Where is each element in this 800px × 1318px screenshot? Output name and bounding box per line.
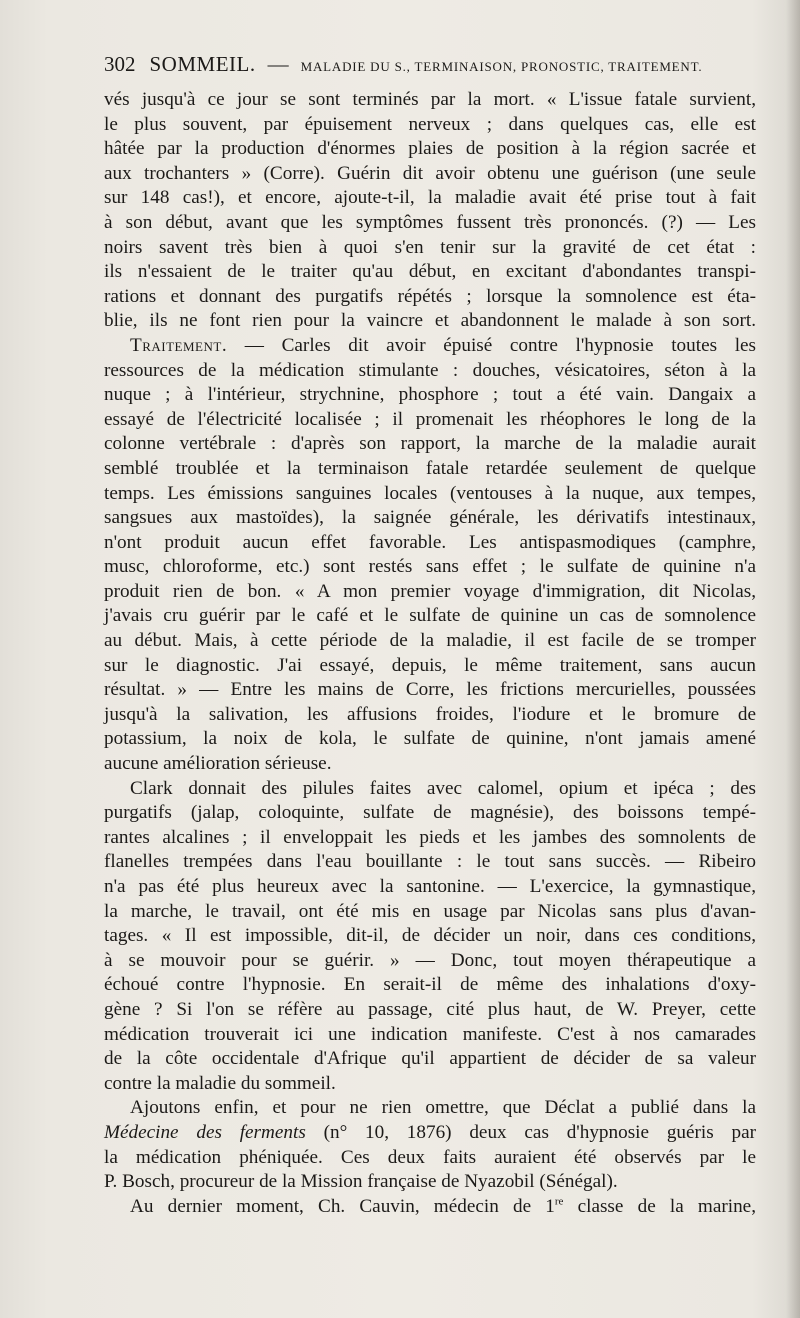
- text-line: médication trouverait ici une indication manifeste. C'est à nos camarades: [104, 1023, 756, 1045]
- text-line: nuque ; à l'intérieur, strychnine, phosphore ; tout a été vain. Dangaix a: [104, 384, 756, 406]
- text-line: aucune amélioration sérieuse.: [104, 753, 332, 775]
- running-title: SOMMEIL.: [149, 52, 256, 76]
- text-line: hâtée par la production d'énormes plaies de position à la région sacrée et: [104, 138, 756, 160]
- text-line: Ajoutons enfin, et pour ne rien omettre, que Déclat a publié dans la: [130, 1097, 756, 1119]
- text-line: gène ? Si l'on se réfère au passage, cité plus haut, de W. Preyer, cette: [104, 998, 756, 1020]
- text-line: aux trochanters » (Corre). Guérin dit avoir obtenu une guérison (une seule: [104, 162, 756, 184]
- text-line: purgatifs (jalap, coloquinte, sulfate de magnésie), des boissons tempé-: [104, 802, 756, 824]
- superscript: re: [554, 1195, 564, 1208]
- text-line: de la côte occidentale d'Afrique qu'il appartient de décider de sa valeur: [104, 1048, 756, 1070]
- journal-title: Médecine des ferments: [104, 1121, 306, 1143]
- page-edge-shadow: [786, 0, 800, 1318]
- text-line: sur le diagnostic. J'ai essayé, depuis, le même traitement, sans aucun: [104, 654, 756, 676]
- paragraph-4: [104, 1096, 756, 1194]
- text-line: rantes alcalines ; il enveloppait les pieds et les jambes des somnolents de: [104, 826, 756, 848]
- section-label: Traitement.: [130, 334, 228, 356]
- text-line: à se mouvoir pour se guérir. » — Donc, tout moyen thérapeutique a: [104, 949, 756, 971]
- text-line: semblé troublée et la terminaison fatale retardée seulement de quelque: [104, 457, 756, 479]
- text-line: [104, 334, 756, 359]
- text-span: (n° 10, 1876) deux cas d'hypnosie guéris par: [305, 1121, 756, 1143]
- text-line: Clark donnait des pilules faites avec calomel, opium et ipéca ; des: [130, 777, 756, 799]
- text-span: Au dernier moment, Ch. Cauvin, médecin de 1: [130, 1195, 555, 1217]
- text-line: noirs savent très bien à quoi s'en tenir sur la gravité de cet état :: [104, 236, 756, 258]
- text-line: sur 148 cas!), et encore, ajoute-t-il, la maladie avait été prise tout à fait: [104, 187, 756, 209]
- text-line: essayé de l'électricité localisée ; il promenait les rhéophores le long de la: [104, 408, 756, 430]
- paragraph-traitement: [104, 334, 756, 777]
- text-line: rations et donnant des purgatifs répétés ; lorsque la somnolence est éta-: [104, 285, 756, 307]
- text-span: — Carles dit avoir épuisé contre l'hypnosie toutes les: [244, 334, 757, 356]
- page-body: [104, 88, 756, 1219]
- text-line: sangsues aux mastoïdes), la saignée générale, les dérivatifs intestinaux,: [104, 507, 756, 529]
- text-line: vés jusqu'à ce jour se sont terminés par la mort. « L'issue fatale survient,: [104, 89, 756, 110]
- text-line: [104, 1195, 756, 1220]
- text-line: contre la maladie du sommeil.: [104, 1072, 336, 1094]
- text-line: [104, 1121, 756, 1146]
- text-line: P. Bosch, procureur de la Mission française de Nyazobil (Sénégal).: [104, 1171, 618, 1193]
- text-line: ils n'essaient de le traiter qu'au début, en excitant d'abondantes transpi-: [104, 261, 756, 283]
- text-line: n'ont produit aucun effet favorable. Les antispasmodiques (camphre,: [104, 531, 756, 553]
- paragraph-5: [104, 1195, 756, 1220]
- text-line: produit rien de bon. « A mon premier voyage d'immigration, dit Nicolas,: [104, 580, 756, 602]
- text-line: le plus souvent, par épuisement nerveux ; dans quelques cas, elle est: [104, 113, 756, 135]
- text-line: ressources de la médication stimulante : douches, vésicatoires, séton à la: [104, 359, 756, 381]
- text-line: échoué contre l'hypnosie. En serait-il de même des inhalations d'oxy-: [104, 974, 756, 996]
- text-line: n'a pas été plus heureux avec la santonine. — L'exercice, la gymnastique,: [104, 876, 756, 897]
- running-header: [104, 52, 724, 77]
- running-subtitle: MALADIE DU S., TERMINAISON, PRONOSTIC, TRAITEMENT.: [300, 59, 703, 74]
- text-line: blie, ils ne font rien pour la vaincre et abandonnent le malade à son sort.: [104, 310, 756, 332]
- paragraph-1: [104, 88, 756, 334]
- paragraph-3: [104, 777, 756, 1097]
- text-line: résultat. » — Entre les mains de Corre, les frictions mercurielles, poussées: [104, 679, 756, 701]
- text-span: classe de la marine,: [563, 1195, 757, 1217]
- text-line: colonne vertébrale : d'après son rapport, la marche de la maladie aurait: [104, 433, 756, 455]
- text-line: au début. Mais, à cette période de la maladie, il est facile de se tromper: [104, 630, 756, 652]
- text-line: à son début, avant que les symptômes fussent très prononcés. (?) — Les: [104, 211, 756, 233]
- text-line: temps. Les émissions sanguines locales (ventouses à la nuque, aux tempes,: [104, 482, 756, 504]
- text-line: j'avais cru guérir par le café et le sulfate de quinine un cas de somnolence: [104, 605, 756, 627]
- text-line: jusqu'à la salivation, les affusions froides, l'iodure et le bromure de: [104, 703, 756, 725]
- text-line: potassium, la noix de kola, le sulfate de quinine, n'ont jamais amené: [104, 728, 756, 750]
- text-line: tages. « Il est impossible, dit-il, de décider un noir, dans ces conditions,: [104, 925, 756, 947]
- page-number: 302: [104, 52, 136, 76]
- header-dash: —: [267, 52, 289, 76]
- text-line: la médication phéniquée. Ces deux faits auraient été observés par le: [104, 1146, 756, 1168]
- text-line: flanelles trempées dans l'eau bouillante : le tout sans succès. — Ribeiro: [104, 851, 756, 873]
- text-line: musc, chloroforme, etc.) sont restés sans effet ; le sulfate de quinine n'a: [104, 556, 756, 578]
- text-line: la marche, le travail, ont été mis en usage par Nicolas sans plus d'avan-: [104, 900, 756, 922]
